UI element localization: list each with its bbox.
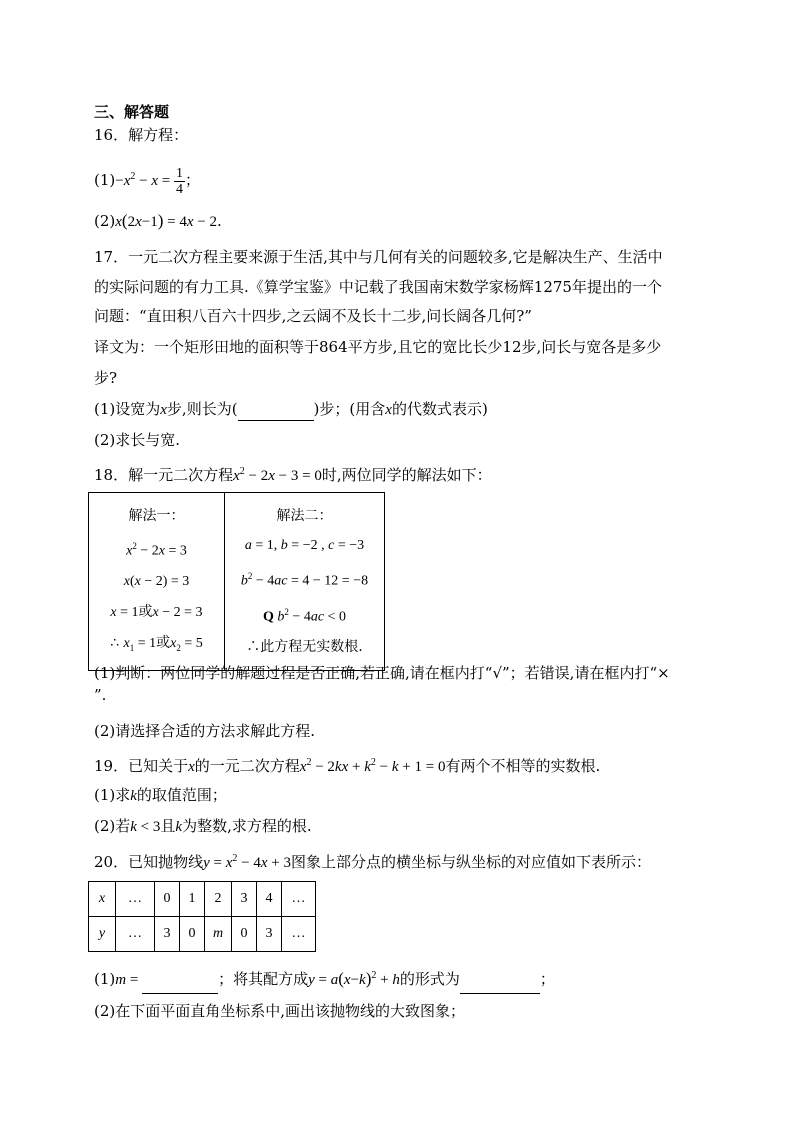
answer-blank-m[interactable]: [142, 977, 218, 994]
q20-part2: (2)在下面平面直角坐标系中,画出该抛物线的大致图象；: [94, 1002, 466, 1020]
q17-line2: 的实际问题的有力工具.《算学宝鉴》中记载了我国南宋数学家杨辉1275年提出的一个: [94, 278, 662, 296]
q17-line4: 译文为：一个矩形田地的面积等于864平方步,且它的宽比长少12步,问长与宽各是多少: [94, 338, 662, 356]
q19-part2: (2)若k < 3且k为整数,求方程的根.: [94, 817, 312, 835]
table-cell: 1: [180, 882, 205, 917]
table-cell: 3: [232, 882, 257, 917]
q16-part2: (2)x(2x−1) = 4x − 2.: [94, 211, 222, 230]
xy-value-table: [88, 881, 316, 952]
table-cell: 0: [232, 917, 257, 952]
table-cell: 3: [155, 917, 180, 952]
table-cell: 4: [257, 882, 282, 917]
q17-part1: (1)设宽为x步,则长为( )步；(用含x的代数式表示): [94, 398, 488, 421]
table-cell: 0: [180, 917, 205, 952]
method2-box[interactable]: 解法二： a = 1, b = −2 , c = −3 $b^2 - 4ac = 4 - 12 = -8$ Q $b^2 - 4ac < 0$ ∴此方程无实数根.: [225, 493, 385, 671]
table-row-y: [89, 917, 316, 952]
q16-stem: 16．解方程：: [94, 126, 189, 144]
table-cell: 2: [205, 882, 232, 917]
answer-blank[interactable]: [238, 404, 314, 421]
table-cell: 3: [257, 917, 282, 952]
table-cell: x: [89, 882, 116, 917]
table-cell: …: [282, 917, 316, 952]
q17-line1: 17．一元二次方程主要来源于生活,其中与几何有关的问题较多,它是解决生产、生活中: [94, 248, 663, 266]
table-cell: …: [282, 882, 316, 917]
table-cell: …: [116, 882, 155, 917]
table-cell: 0: [155, 882, 180, 917]
solution-methods-table: [88, 492, 385, 671]
method1-box[interactable]: 解法一： $x^2 - 2x = 3$ x(x − 2) = 3 x = 1或x − 2 = 3 ∴ $x_1 = 1$或$x_2 = 5$: [89, 493, 225, 671]
table-row-x: [89, 882, 316, 917]
q19-stem: 19．已知关于x的一元二次方程$x^2 - 2kx + k^2 - k + 1 = 0$有两个不相等的实数根.: [94, 757, 601, 775]
q16-part1: $(1)-x^2 - x$ = $\frac{1}{4}$ ；: [94, 165, 201, 197]
q17-line3: 问题：“直田积八百六十四步,之云阔不及长十二步,问长阔各几何?”: [94, 307, 532, 325]
q17-part2: (2)求长与宽.: [94, 431, 181, 449]
table-cell: …: [116, 917, 155, 952]
q18-part1-line1: (1)判断：两位同学的解题过程是否正确,若正确,请在框内打“√”；若错误,请在框内打“×: [94, 664, 670, 682]
table-cell: m: [205, 917, 232, 952]
q18-stem: 18．解一元二次方程$x^2 - 2x - 3 = 0$时,两位同学的解法如下：: [94, 466, 492, 484]
table-cell: y: [89, 917, 116, 952]
q19-part1: (1)求k的取值范围；: [94, 786, 227, 804]
answer-blank-vertex-form[interactable]: [460, 977, 540, 994]
q18-part2: (2)请选择合适的方法求解此方程.: [94, 722, 316, 740]
section-title: 三、解答题: [94, 103, 170, 121]
q20-part1: (1)m = ；将其配方成$y = a(x-k)^2 + h$的形式为 ；: [94, 962, 555, 994]
q17-line5: 步?: [94, 369, 118, 387]
fraction-one-quarter: $\frac{1}{4}$: [176, 165, 183, 197]
q18-part1-line2: ”.: [94, 686, 107, 704]
q20-stem: 20．已知抛物线$y = x^2 - 4x + 3$图象上部分点的横坐标与纵坐标的对应值如下表所示：: [94, 853, 652, 871]
